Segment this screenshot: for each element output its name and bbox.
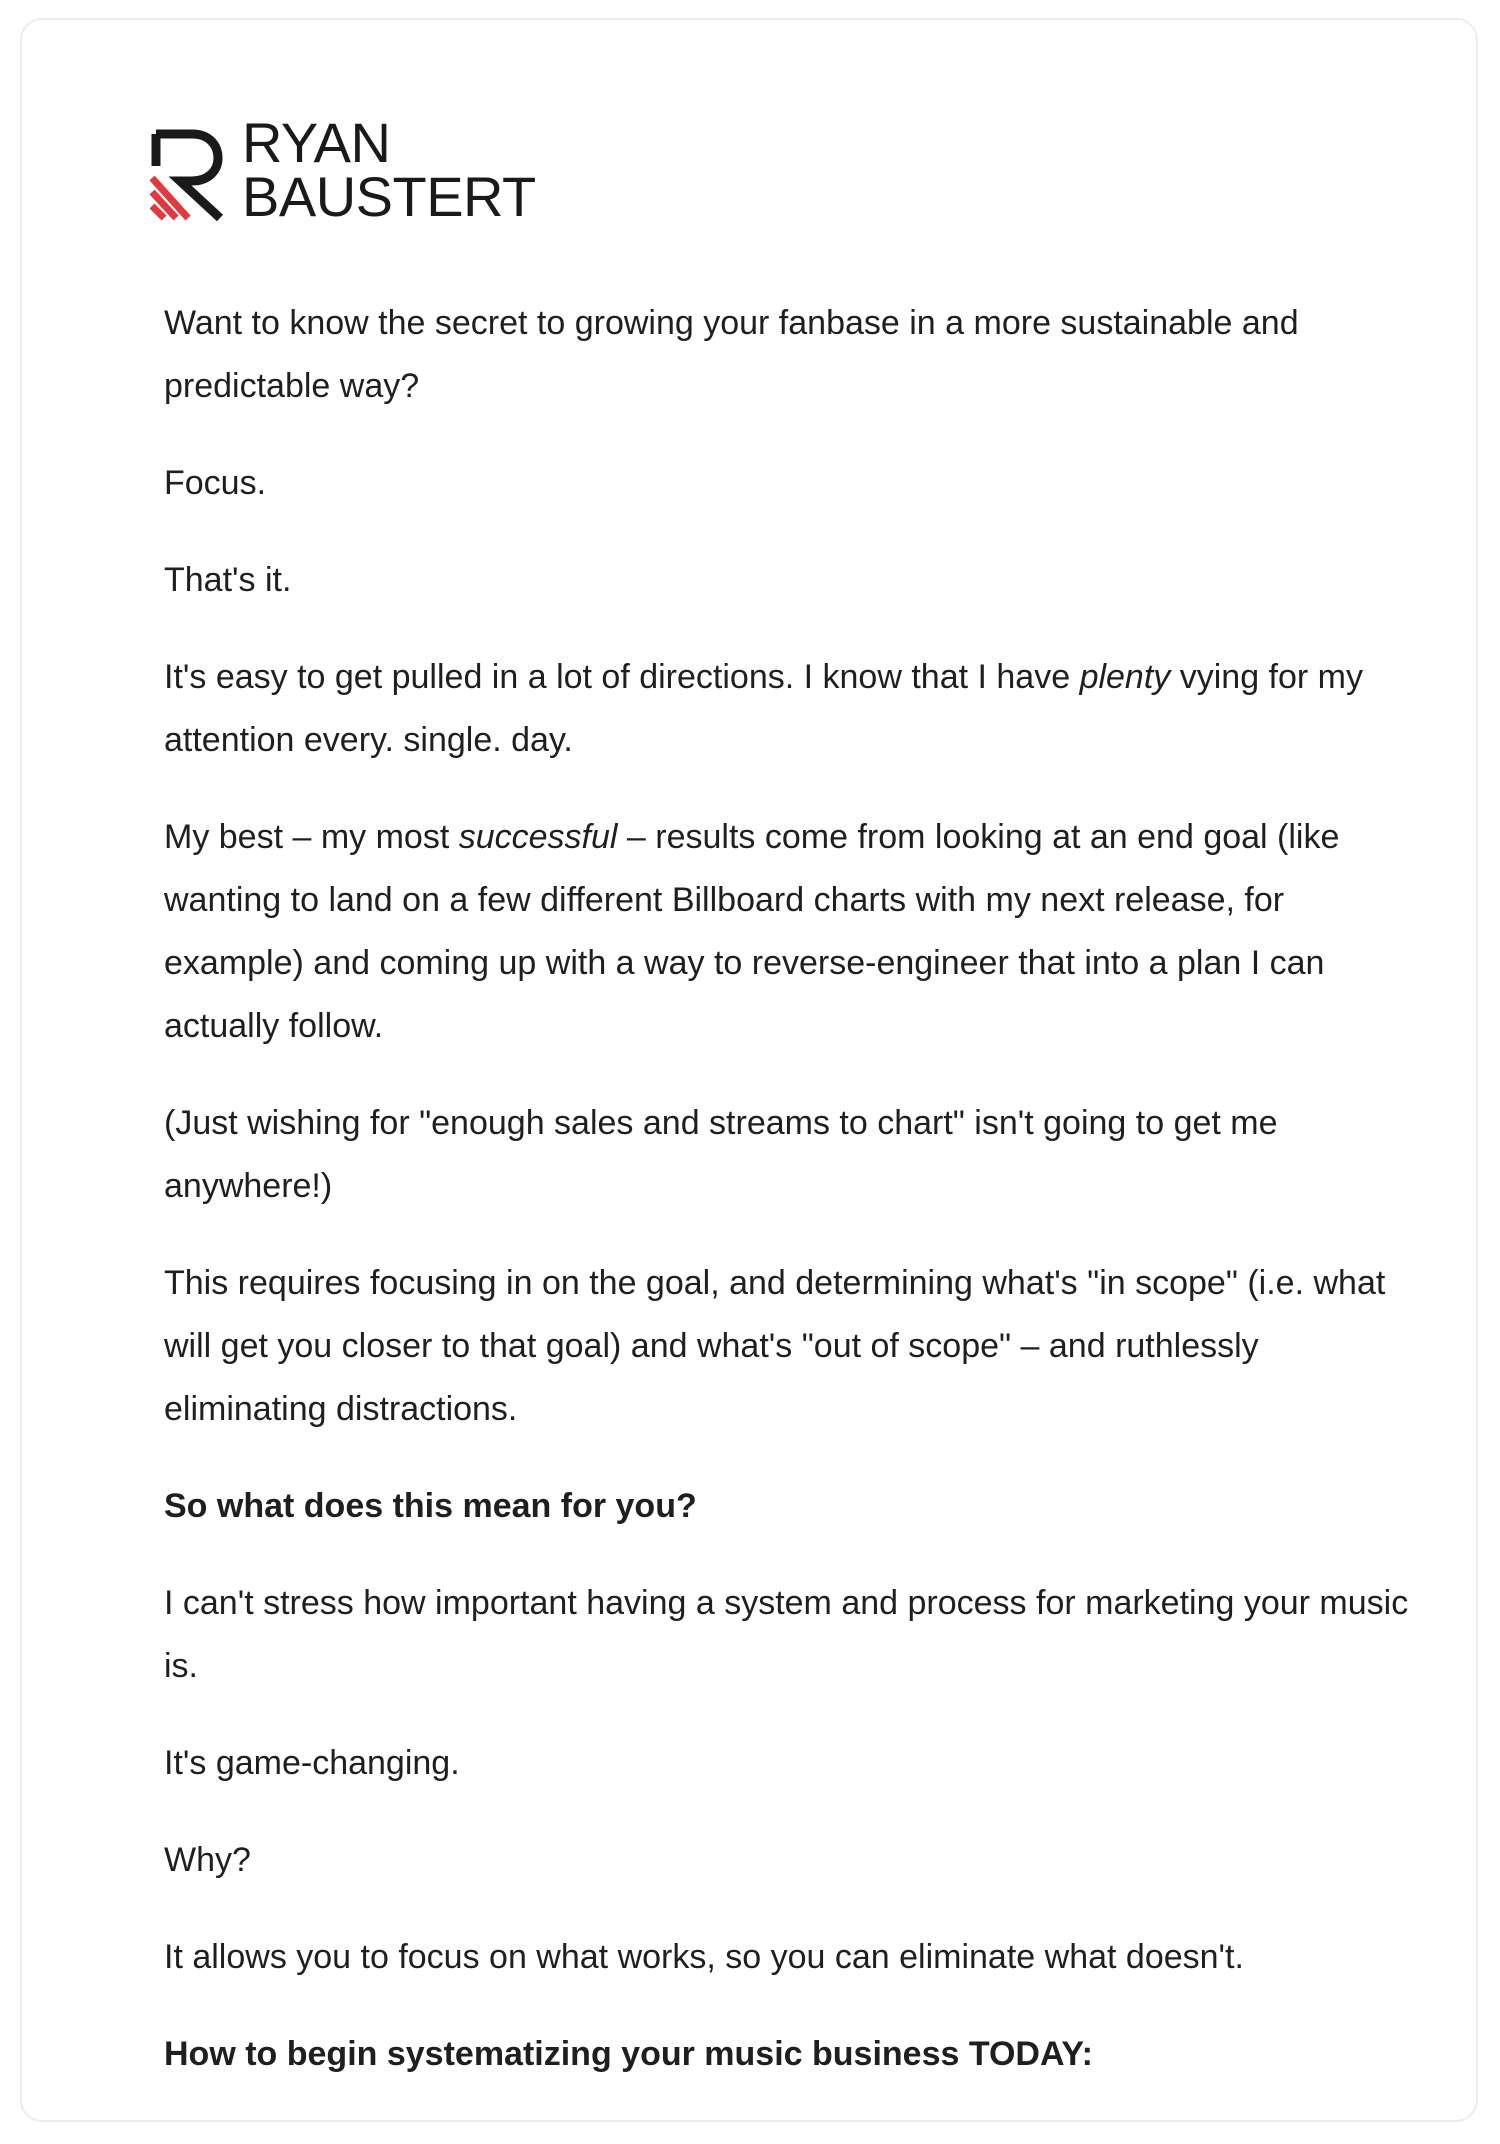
brand-logo: [148, 100, 536, 230]
paragraph-focus-works: It allows you to focus on what works, so you can eliminate what doesn't.: [164, 1938, 1244, 1976]
emphasis-successful: successful: [458, 818, 618, 856]
paragraph-intro: Want to know the secret to growing your fanbase in a more sustainable and predictable way?: [164, 304, 1299, 405]
heading-systematizing: How to begin systematizing your music business TODAY:: [164, 2035, 1093, 2073]
text-segment: vying for my attention every. single. day.: [164, 658, 1364, 759]
text-segment: It's easy to get pulled in a lot of directions. I know that I have: [164, 658, 1080, 696]
brand-wordmark: [242, 111, 536, 228]
text-segment: – results come from looking at an end goal (like wanting to land on a few different Billboard charts with my next release, for example) and coming up with a way to reverse-engineer that into a plan I can actually follow.: [164, 818, 1340, 1045]
paragraph-best-results: [164, 806, 1424, 1058]
paragraph-thats-it: That's it.: [164, 561, 292, 599]
brand-name-line-2: BAUSTERT: [242, 165, 536, 228]
paragraph-game-changing: It's game-changing.: [164, 1744, 460, 1782]
paragraph-scope: This requires focusing in on the goal, and determining what's "in scope" (i.e. what will get you closer to that goal) and what's "out of scope" – and ruthlessly eliminating distractions.: [164, 1264, 1386, 1428]
paragraph-system: I can't stress how important having a system and process for marketing your music is.: [164, 1584, 1409, 1685]
paragraph-directions: [164, 646, 1424, 772]
brand-name-line-1: RYAN: [242, 111, 391, 174]
paragraph-focus: Focus.: [164, 464, 267, 502]
heading-what-this-means: So what does this mean for you?: [164, 1487, 697, 1525]
emphasis-plenty: plenty: [1079, 658, 1171, 696]
email-body: [164, 292, 1424, 2120]
paragraph-wishing: (Just wishing for "enough sales and streams to chart" isn't going to get me anywhere!): [164, 1104, 1278, 1205]
paragraph-why: Why?: [164, 1841, 251, 1879]
email-card: [20, 18, 1478, 2122]
text-segment: My best – my most: [164, 818, 459, 856]
r-monogram-icon: [148, 126, 228, 222]
